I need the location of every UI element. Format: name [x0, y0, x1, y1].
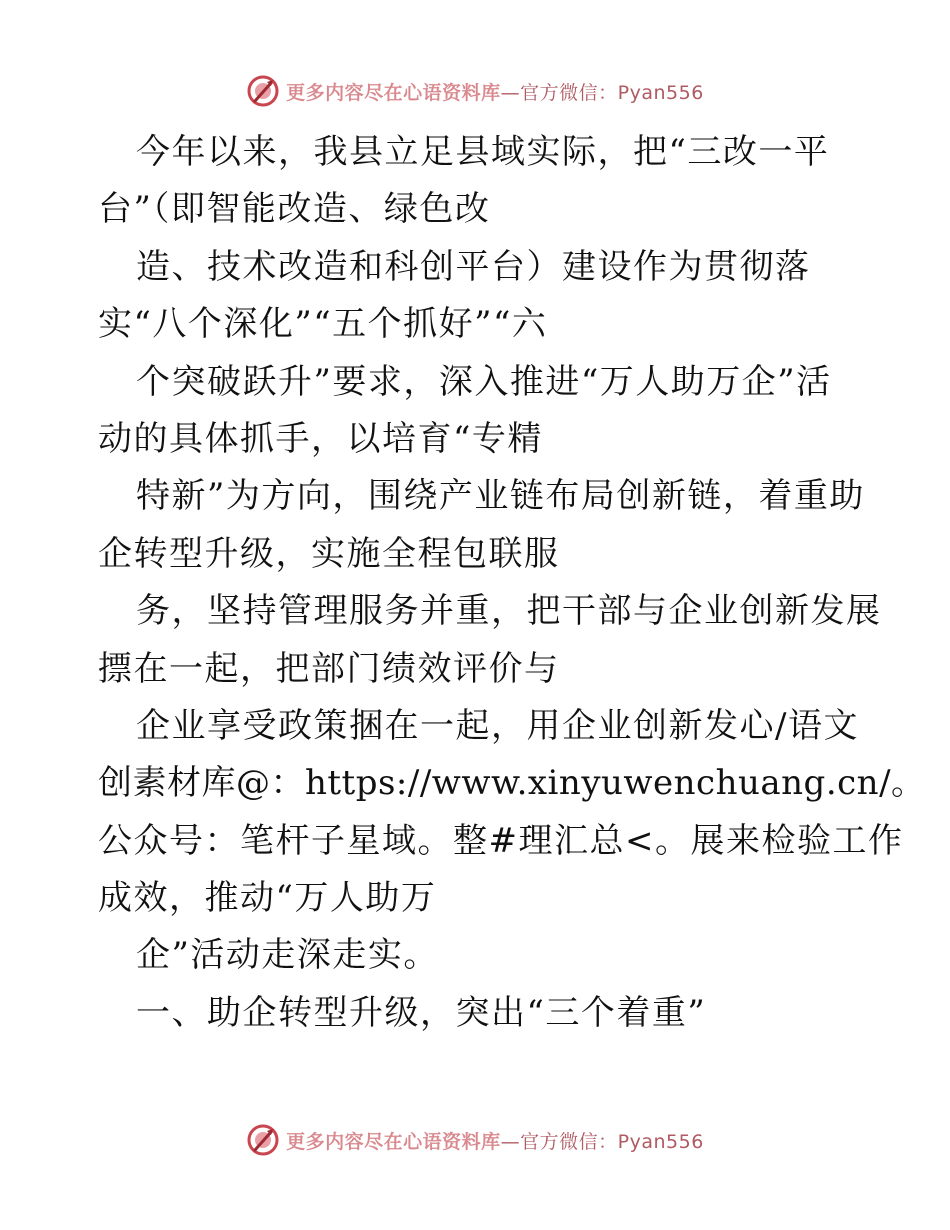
text-line: 特新”为方向，围绕产业链布局创新链，着重助	[136, 476, 865, 517]
text-line: 今年以来，我县立足县域实际，把“三改一平	[136, 132, 830, 172]
text-line: 实“八个深化”“五个抓好”“六	[98, 304, 548, 345]
watermark-brand: 更多内容尽在心语资料库	[286, 1130, 501, 1153]
watermark-header	[0, 74, 950, 108]
text-line: 企”活动走深走实。	[136, 935, 439, 976]
section-heading: 一、助企转型升级，突出“三个着重”	[136, 992, 707, 1033]
text-line: 创素材库@：https://www.xinyuwenchuang.cn/。	[98, 763, 926, 804]
quill-seal-icon	[246, 74, 280, 108]
watermark-contact: —官方微信：Pyan556	[500, 1130, 704, 1153]
text-line: 成效，推动“万人助万	[98, 878, 437, 919]
text-line: 个突破跃升”要求，深入推进“万人助万企”活	[136, 361, 832, 402]
text-line: 企转型升级，实施全程包联服	[98, 533, 560, 574]
text-line: 台”（即智能改造、绿色改	[98, 189, 491, 230]
watermark-footer	[0, 1123, 950, 1157]
text-line: 公众号：笔杆子星域。整#理汇总<。展来检验工作	[98, 820, 904, 861]
text-line: 动的具体抓手，以培育“专精	[98, 418, 543, 459]
text-line: 企业享受政策捆在一起，用企业创新发心/语文	[136, 705, 859, 746]
quill-seal-icon	[246, 1123, 280, 1157]
watermark-contact: —官方微信：Pyan556	[500, 81, 704, 104]
text-line: 务，坚持管理服务并重，把干部与企业创新发展	[136, 591, 882, 632]
document-body	[98, 124, 926, 1042]
watermark-brand: 更多内容尽在心语资料库	[286, 81, 501, 104]
text-line: 摽在一起，把部门绩效评价与	[98, 648, 560, 689]
text-line: 造、技术改造和科创平台）建设作为贯彻落	[136, 246, 811, 287]
